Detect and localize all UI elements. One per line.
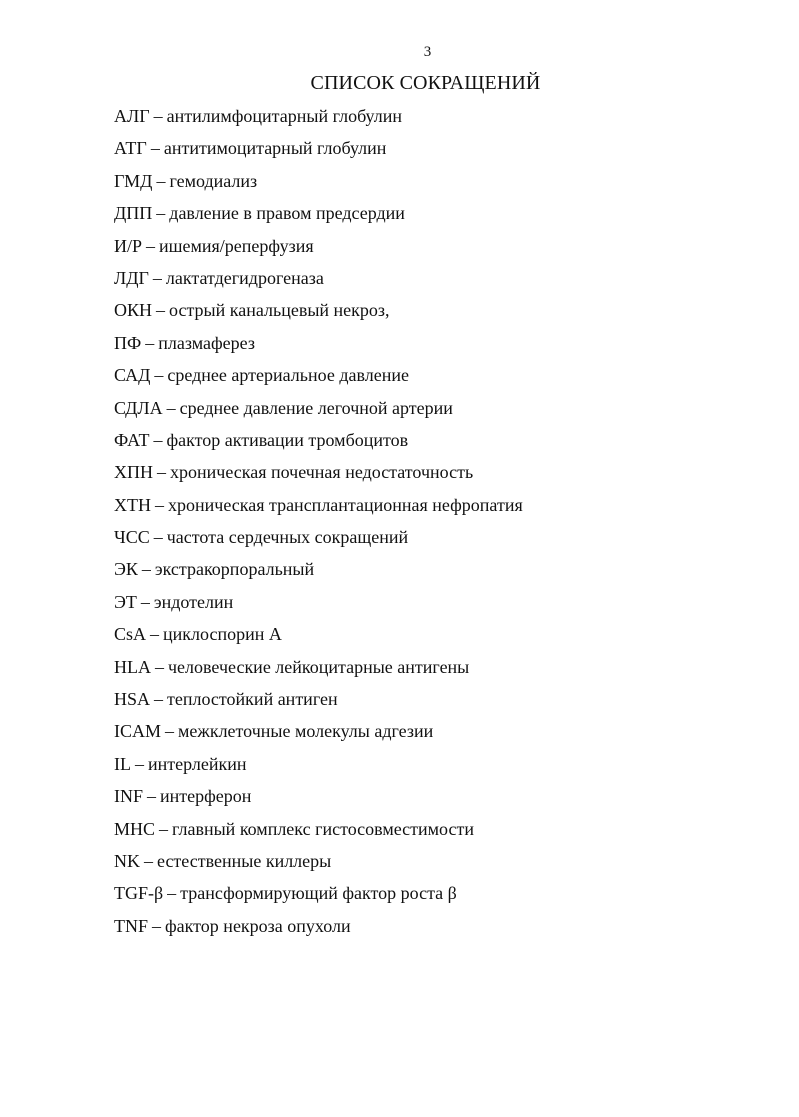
list-item [114,459,774,491]
list-item [114,168,774,200]
abbreviation: ЭК [114,559,138,580]
definition: частота сердечных сокращений [166,527,409,548]
definition: интерлейкин [148,753,247,774]
list-item [114,233,774,265]
abbreviation: ГМД [114,170,153,191]
abbreviation: ФАТ [114,429,150,450]
abbreviation: HSA [114,689,151,710]
abbreviation: INF [114,786,144,807]
definition: антилимфоцитарный глобулин [166,106,402,126]
dash: – [144,850,153,871]
definition: хроническая почечная недостаточность [170,462,474,483]
definition: главный комплекс гистосовместимости [172,818,474,839]
list-item [114,913,774,945]
dash: – [152,267,162,288]
definition: интерферон [160,786,252,807]
dash: – [159,818,169,839]
list-item [114,362,774,394]
list-item [114,556,774,588]
definition: давление в правом предсердии [169,203,405,224]
abbreviation: HLA [114,656,151,677]
dash: – [152,915,162,936]
abbreviation: ЭТ [114,591,137,612]
definition: среднее давление легочной артерии [179,397,453,418]
dash: – [145,332,155,353]
definition: плазмаферез [158,332,255,353]
page-title: СПИСОК СОКРАЩЕНИЙ [310,72,541,94]
dash: – [156,300,166,321]
abbreviation: АТГ [114,138,147,159]
abbreviation: И/Р [114,235,143,256]
definition: фактор некроза опухоли [165,915,351,936]
list-item [114,751,774,783]
dash: – [140,591,150,612]
dash: – [150,138,160,159]
list-item [114,880,774,912]
abbreviation-list [114,103,774,945]
definition: эндотелин [153,591,234,612]
definition: гемодиализ [169,170,258,191]
list-item [114,297,774,329]
abbreviation: TNF [114,915,149,936]
definition: острый канальцевый некроз, [169,300,390,321]
definition: хроническая трансплантационная нефропатия [168,494,523,515]
abbreviation: ПФ [114,332,142,353]
dash: – [146,235,156,256]
definition: лактатдегидрогеназа [165,267,324,288]
abbreviation: ЧСС [114,527,150,548]
list-item [114,103,774,135]
abbreviation: АЛГ [114,106,150,126]
abbreviation: ХТН [114,494,151,515]
dash: – [156,203,166,224]
list-item [114,686,774,718]
page-number: 3 [423,44,432,60]
abbreviation: ОКН [114,300,153,321]
definition: естественные киллеры [157,850,332,871]
list-item [114,330,774,362]
list-item [114,783,774,815]
dash: – [154,365,164,386]
abbreviation: IL [114,753,131,774]
dash: – [141,559,151,580]
definition: теплостойкий антиген [167,689,338,710]
definition: трансформирующий фактор роста β [180,883,457,904]
dash: – [155,656,164,677]
abbreviation: ДПП [114,203,153,224]
list-item [114,848,774,880]
dash: – [153,527,163,548]
dash: – [150,624,160,645]
dash: – [166,397,176,418]
definition: экстракорпоральный [154,559,315,580]
dash: – [153,106,163,126]
list-item [114,492,774,524]
dash: – [153,429,163,450]
dash: – [165,721,175,742]
list-item [114,718,774,750]
list-item [114,589,774,621]
definition: среднее артериальное давление [167,365,409,386]
definition: ишемия/реперфузия [159,235,314,256]
abbreviation: TGF-β [114,883,164,904]
list-item [114,621,774,653]
abbreviation: CsA [114,624,147,645]
abbreviation: ЛДГ [114,267,149,288]
abbreviation: СДЛА [114,397,163,418]
abbreviation: САД [114,365,151,386]
list-item [114,524,774,556]
list-item [114,654,774,686]
definition: антитимоцитарный глобулин [163,138,387,159]
dash: – [156,170,166,191]
definition: циклоспорин А [163,624,282,645]
list-item [114,427,774,459]
abbreviation: ХПН [114,462,153,483]
list-item [114,816,774,848]
list-item [114,265,774,297]
abbreviation: ICAM [114,721,162,742]
dash: – [135,753,144,774]
abbreviation: MHC [114,818,156,839]
abbreviation: NK [114,850,140,871]
definition: фактор активации тромбоцитов [166,429,409,450]
dash: – [157,462,166,483]
dash: – [147,786,157,807]
definition: межклеточные молекулы адгезии [178,721,434,742]
list-item [114,395,774,427]
dash: – [154,689,164,710]
definition: человеческие лейкоцитарные антигены [168,656,470,677]
list-item [114,135,774,167]
dash: – [167,883,177,904]
dash: – [155,494,164,515]
list-item [114,200,774,232]
